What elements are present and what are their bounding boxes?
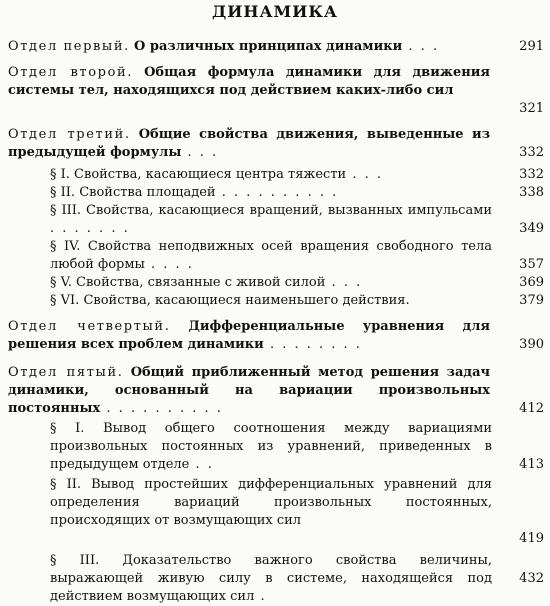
leader-dots: . . . xyxy=(325,275,363,290)
leader-dots: . . . . xyxy=(144,257,194,272)
page-number: 357 xyxy=(519,257,544,272)
toc-entry-section-5 xyxy=(8,364,490,418)
subsection-title: Свойства площадей xyxy=(79,185,216,200)
section-title: О различных принципах динамики xyxy=(134,39,403,54)
page-number: 390 xyxy=(519,337,544,352)
leader-dots: . . . . . . . . . . xyxy=(215,185,339,200)
subsection-title: Свойства, касающиеся центра тяжести xyxy=(74,167,347,182)
page-number: 338 xyxy=(519,185,544,200)
page-number: 332 xyxy=(519,145,544,160)
section-label: Отдел второй. xyxy=(8,65,133,80)
section-title: Общий приближенный метод решения задач динамики, основанный на вариации произвольных постоянных xyxy=(8,365,491,416)
subsection-number: § IV. xyxy=(50,239,81,254)
section-label: Отдел третий. xyxy=(8,127,131,142)
toc-subentry xyxy=(50,202,492,238)
subsection-title: Свойства, касающиеся наименьшего действия. xyxy=(83,293,410,308)
subsection-number: § II. xyxy=(50,185,76,200)
section-title: Дифференциальные уравнения для решения всех проблем динамики xyxy=(8,319,490,352)
section-title: Общие свойства движения, выведенные из предыдущей формулы xyxy=(8,127,490,160)
toc-subentry xyxy=(50,292,492,310)
subsection-number: § II. xyxy=(50,477,82,492)
toc-entry-section-1 xyxy=(8,38,490,56)
leader-dots: . . . . . . . xyxy=(50,221,130,236)
leader-dots: . . . xyxy=(402,39,440,54)
page-title: ДИНАМИКА xyxy=(212,2,338,21)
section-label: Отдел четвертый. xyxy=(8,319,171,334)
page-number: 321 xyxy=(519,101,544,116)
section-title: Общая формула динамики для движения системы тел, находящихся под действием каких-либо сил xyxy=(8,65,490,98)
page-number: 369 xyxy=(519,275,544,290)
subsection-title: Свойства, связанные с живой силой xyxy=(76,275,326,290)
subsection-title: Свойства неподвижных осей вращения свободного тела любой формы xyxy=(50,239,493,272)
leader-dots: . xyxy=(254,589,267,604)
toc-entry-section-3 xyxy=(8,126,490,162)
page-number: 419 xyxy=(519,531,544,546)
leader-dots: . . . . . . . . . . xyxy=(100,401,223,416)
toc-entry-section-2 xyxy=(8,64,490,100)
toc-subentry xyxy=(50,420,492,474)
subsection-title: Свойства, касающиеся вращений, вызванных импульсами xyxy=(86,203,492,218)
page-number: 412 xyxy=(519,401,544,416)
leader-dots: . . . xyxy=(181,145,219,160)
leader-dots: . . xyxy=(189,457,214,472)
subsection-number: § VI. xyxy=(50,293,80,308)
leader-dots: . . . xyxy=(346,167,383,182)
page-number: 413 xyxy=(519,457,544,472)
subsection-number: § I. xyxy=(50,421,85,436)
toc-entry-section-4 xyxy=(8,318,490,354)
subsection-number: § III. xyxy=(50,203,82,218)
toc-subentry xyxy=(50,184,492,202)
subsection-title: Вывод общего соотношения между вариациями произвольных постоянных из уравнений, приведенных в предыдущем отделе xyxy=(50,421,492,472)
page-number: 379 xyxy=(519,293,544,308)
subsection-title: Доказательство важного свойства величины, выражающей живую силу в системе, находящейся под действием возмущающих сил xyxy=(50,553,493,604)
toc-subentry xyxy=(50,274,492,292)
leader-dots: . . . . . . . . xyxy=(263,337,362,352)
section-label: Отдел первый. xyxy=(8,39,130,54)
subsection-number: § V. xyxy=(50,275,72,290)
section-label: Отдел пятый. xyxy=(8,365,124,380)
page-number: 291 xyxy=(519,39,544,54)
page-number: 332 xyxy=(519,167,544,182)
subsection-title: Вывод простейших дифференциальных уравнений для определения вариаций произвольных постоянных, происходящих от возмущающих сил xyxy=(50,477,492,528)
toc-subentry xyxy=(50,238,492,274)
page-number: 432 xyxy=(519,571,544,586)
subsection-number: § III. xyxy=(50,553,100,568)
toc-subentry xyxy=(50,166,492,184)
toc-subentry xyxy=(50,552,492,606)
subsection-number: § I. xyxy=(50,167,70,182)
page-number: 349 xyxy=(519,221,544,236)
toc-subentry xyxy=(50,476,492,530)
